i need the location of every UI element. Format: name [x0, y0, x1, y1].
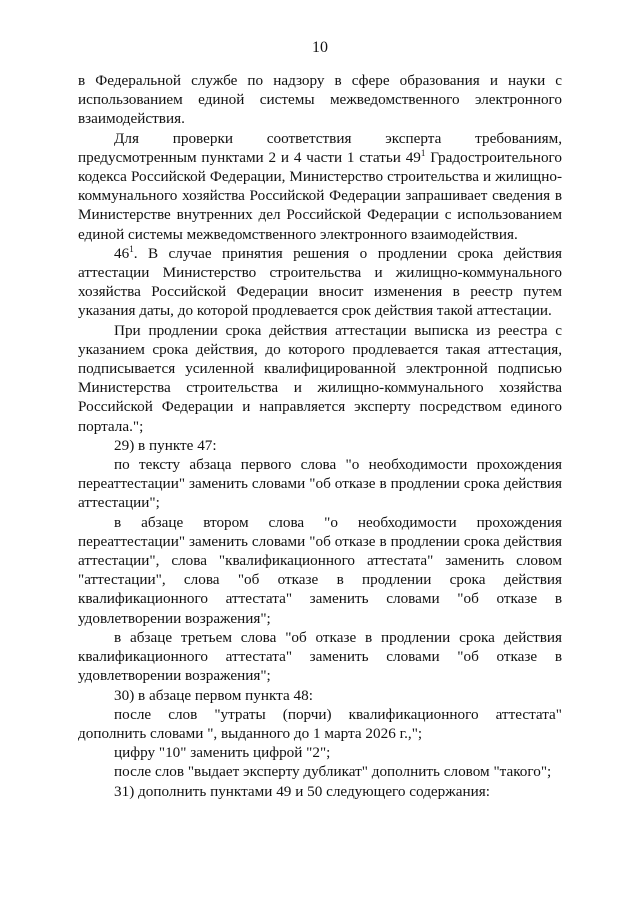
superscript: 1	[420, 147, 426, 158]
text-segment: после слов "выдает эксперту дубликат" дополнить словом "такого";	[114, 763, 552, 781]
clause-number: 46	[114, 244, 130, 262]
paragraph-continuation	[78, 71, 562, 129]
text-segment: Градостроительного кодекса Российской Федерации, Министерство строительства и жилищно-коммунального хозяйства Российской Федерации запрашивает сведения в Министерстве внутренних дел Российской Федерации с использованием единой системы межведомственного электронного взаимодействия.	[78, 148, 562, 243]
text-segment: после слов "утраты (порчи) квалификационного аттестата" дополнить словами ", выданного до 1 марта 2026 г.,";	[78, 705, 562, 742]
text-segment: в абзаце третьем слова "об отказе в продлении срока действия квалификационного аттестата" заменить словами "об отказе в удовлетворении возражения";	[78, 628, 562, 685]
superscript: 1	[129, 243, 134, 254]
text-segment: При продлении срока действия аттестации выписка из реестра с указанием срока действия, до которого продлевается такая аттестация, подписывается усиленной квалифицированной электронной подписью Министерства строительства и жилищно-коммунального хозяйства Российской Федерации и направляется эксперту посредством единого портала.";	[78, 321, 562, 435]
text-segment: 29) в пункте 47:	[114, 436, 217, 454]
paragraph-item-30	[78, 686, 562, 705]
paragraph-item-29	[78, 436, 562, 455]
paragraph-30-second	[78, 743, 562, 762]
text-segment: по тексту абзаца первого слова "о необходимости прохождения переаттестации" заменить словами "об отказе в продлении срока действия аттестации";	[78, 456, 562, 512]
page-number: 10	[312, 39, 328, 56]
paragraph-extension-extract	[78, 321, 562, 436]
paragraph-29-second	[78, 513, 562, 628]
paragraph-30-first	[78, 705, 562, 743]
paragraph-29-first	[78, 455, 562, 513]
paragraph-item-31	[78, 782, 562, 801]
text-segment: Для проверки соответствия эксперта требованиям, предусмотренным пунктами 2 и 4 части 1 статьи 49	[78, 129, 562, 166]
paragraph-expert-check	[78, 129, 562, 244]
paragraph-30-third	[78, 762, 562, 781]
paragraph-29-third	[78, 628, 562, 686]
text-segment: в абзаце втором слова "о необходимости прохождения переаттестации" заменить словами "об отказе в продлении срока действия аттестации", слова "квалификационного аттестата" заменить словом "аттестации", слова "об отказе в продлении срока действия квалификационного аттестата" заменить словами "об отказе в удовлетворении возражения";	[78, 513, 562, 627]
document-body	[78, 71, 562, 801]
text-segment: . В случае принятия решения о продлении срока действия аттестации Министерство строительства и жилищно-коммунального хозяйства Российской Федерации вносит изменения в реестр путем указания даты, до которой продлевается срок действия такой аттестации.	[78, 244, 562, 320]
text-segment: в Федеральной службе по надзору в сфере образования и науки с использованием единой системы межведомственного электронного взаимодействия.	[78, 72, 562, 128]
paragraph-46-1	[78, 244, 562, 321]
text-segment: 31) дополнить пунктами 49 и 50 следующего содержания:	[114, 782, 490, 800]
text-segment: 30) в абзаце первом пункта 48:	[114, 686, 313, 704]
text-segment: цифру "10" заменить цифрой "2";	[114, 744, 331, 762]
